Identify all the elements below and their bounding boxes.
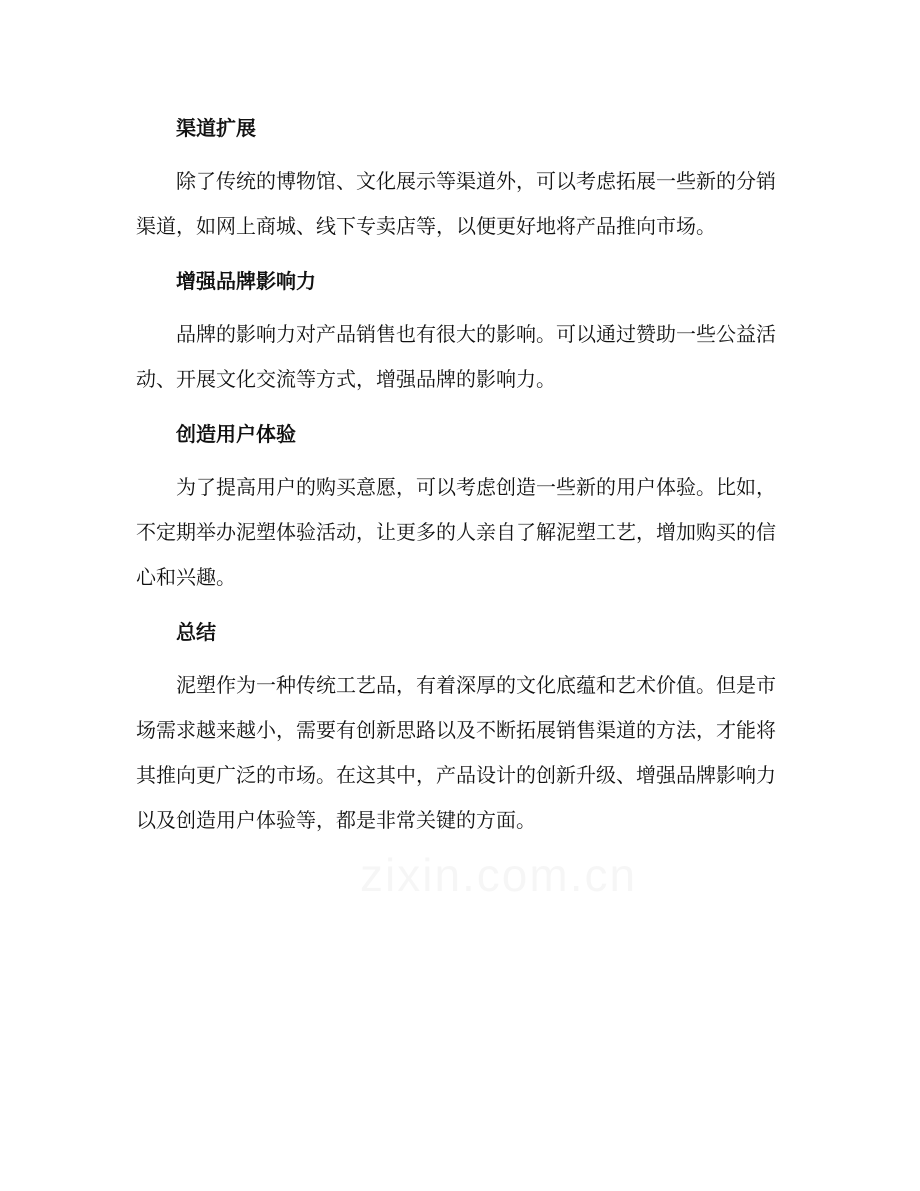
section-paragraph: 为了提高用户的购买意愿，可以考虑创造一些新的用户体验。比如，不定期举办泥塑体验活动，让更多的人亲自了解泥塑工艺，增加购买的信心和兴趣。 xyxy=(136,475,776,589)
section-summary xyxy=(136,612,776,843)
section-brand-influence xyxy=(136,261,776,402)
section-heading: 增强品牌影响力 xyxy=(176,269,316,293)
section-paragraph: 泥塑作为一种传统工艺品，有着深厚的文化底蕴和艺术价值。但是市场需求越来越小，需要有创新思路以及不断拓展销售渠道的方法，才能将其推向更广泛的市场。在这其中，产品设计的创新升级、增强品牌影响力以及创造用户体验等，都是非常关键的方面。 xyxy=(136,673,776,832)
section-heading: 总结 xyxy=(176,620,216,644)
section-paragraph: 品牌的影响力对产品销售也有很大的影响。可以通过赞助一些公益活动、开展文化交流等方式，增强品牌的影响力。 xyxy=(136,322,776,391)
section-heading: 渠道扩展 xyxy=(176,116,256,140)
watermark xyxy=(360,848,637,902)
section-paragraph: 除了传统的博物馆、文化展示等渠道外，可以考虑拓展一些新的分销渠道，如网上商城、线下专卖店等，以便更好地将产品推向市场。 xyxy=(136,169,776,238)
section-channel-expansion xyxy=(136,108,776,249)
document-body xyxy=(136,108,776,855)
section-user-experience xyxy=(136,414,776,600)
section-heading: 创造用户体验 xyxy=(176,422,296,446)
